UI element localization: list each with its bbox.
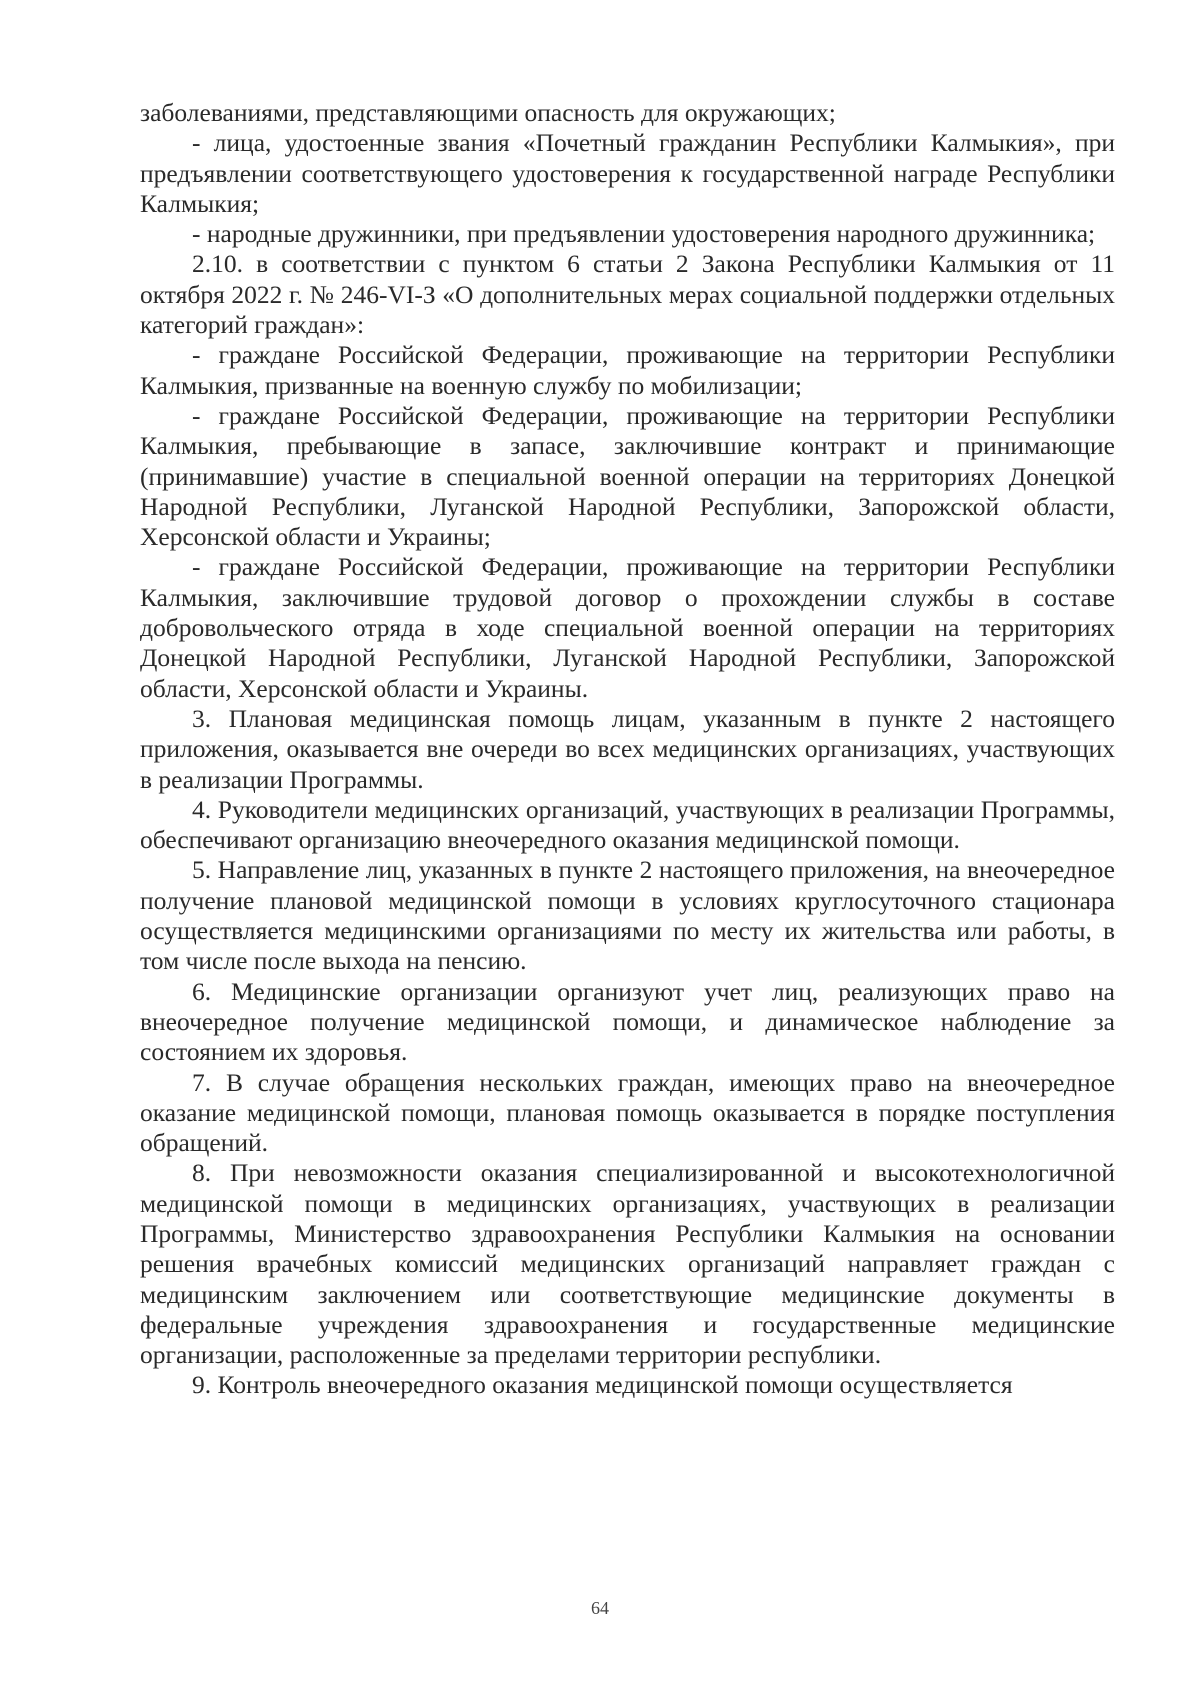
paragraph: - граждане Российской Федерации, проживающие на территории Республики Калмыкия, заключившие трудовой договор о прохождении службы в составе добровольческого отряда в ходе специальной военной операции на территориях Донецкой Народной Республики, Луганской Народной Республики, Запорожской области, Херсонской области и Украины. — [140, 552, 1115, 703]
paragraph: 4. Руководители медицинских организаций, участвующих в реализации Программы, обеспечивают организацию внеочередного оказания медицинской помощи. — [140, 794, 1115, 855]
paragraph: - граждане Российской Федерации, проживающие на территории Республики Калмыкия, пребывающие в запасе, заключившие контракт и принимающие (принимавшие) участие в специальной военной операции на территориях Донецкой Народной Республики, Луганской Народной Республики, Запорожской области, Херсонской области и Украины; — [140, 400, 1115, 552]
paragraph: 8. При невозможности оказания специализированной и высокотехнологичной медицинской помощи в медицинских организациях, участвующих в реализации Программы, Министерство здравоохранения Республики Калмыкия на основании решения врачебных комиссий медицинских организаций направляет граждан с медицинским заключением или соответствующие медицинские документы в федеральные учреждения здравоохранения и государственные медицинские организации, расположенные за пределами территории республики. — [140, 1158, 1115, 1370]
paragraph: заболеваниями, представляющими опасность для окружающих; — [140, 98, 836, 127]
paragraph: 2.10. в соответствии с пунктом 6 статьи 2 Закона Республики Калмыкия от 11 октября 2022 г. № 246-VI-З «О дополнительных мерах социальной поддержки отдельных категорий граждан»: — [140, 249, 1115, 340]
paragraph: 7. В случае обращения нескольких граждан, имеющих право на внеочередное оказание медицинской помощи, плановая помощь оказывается в порядке поступления обращений. — [140, 1067, 1115, 1158]
paragraph: - граждане Российской Федерации, проживающие на территории Республики Калмыкия, призванные на военную службу по мобилизации; — [140, 340, 1115, 400]
document-body — [140, 98, 1115, 1401]
paragraph: 9. Контроль внеочередного оказания медицинской помощи осуществляется — [192, 1370, 1013, 1400]
paragraph: 6. Медицинские организации организуют учет лиц, реализующих право на внеочередное получение медицинской помощи, и динамическое наблюдение за состоянием их здоровья. — [140, 976, 1115, 1067]
page-number: 64 — [591, 1598, 609, 1618]
paragraph: - народные дружинники, при предъявлении удостоверения народного дружинника; — [192, 219, 1096, 249]
paragraph: 3. Плановая медицинская помощь лицам, указанным в пункте 2 настоящего приложения, оказывается вне очереди во всех медицинских организациях, участвующих в реализации Программы. — [140, 703, 1115, 794]
paragraph: - лица, удостоенные звания «Почетный гражданин Республики Калмыкия», при предъявлении соответствующего удостоверения к государственной награде Республики Калмыкия; — [140, 128, 1115, 218]
paragraph: 5. Направление лиц, указанных в пункте 2 настоящего приложения, на внеочередное получение плановой медицинской помощи в условиях круглосуточного стационара осуществляется медицинскими организациями по месту их жительства или работы, в том числе после выхода на пенсию. — [140, 855, 1115, 976]
